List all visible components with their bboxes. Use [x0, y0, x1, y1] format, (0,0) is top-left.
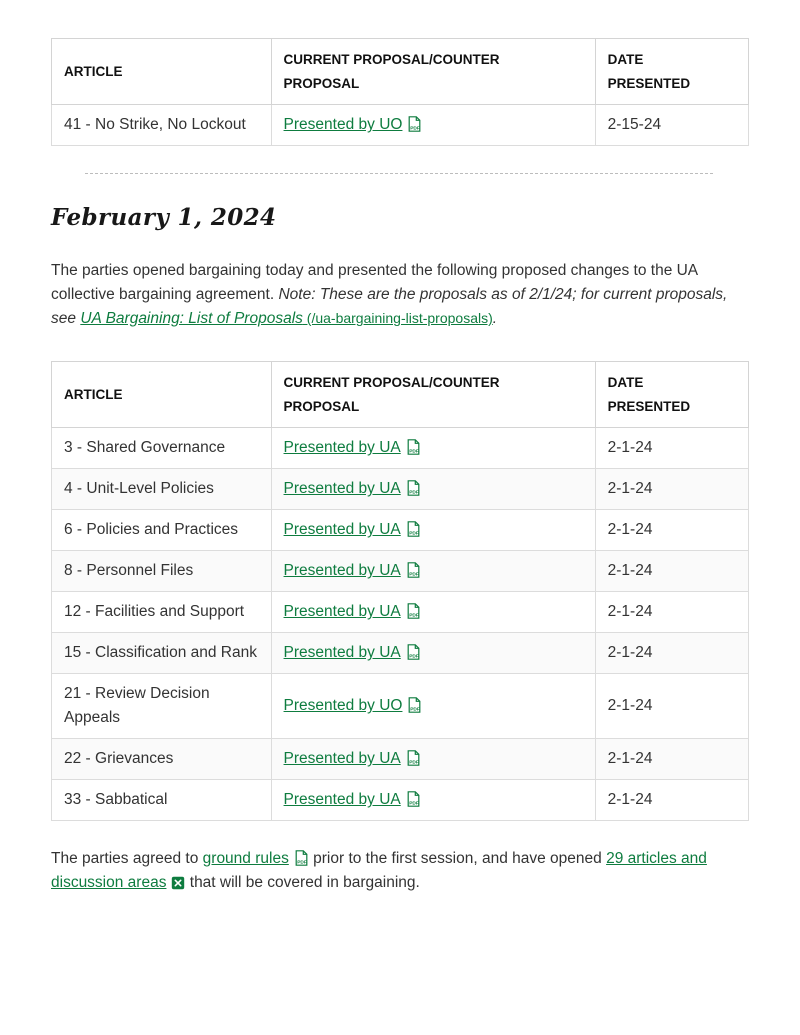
pdf-file-icon [406, 521, 421, 537]
svg-text:PDF: PDF [410, 126, 421, 132]
opened-articles-link-label: 29 articles and discussion areas [51, 850, 707, 892]
ground-rules-link-label: ground rules [202, 850, 289, 868]
pdf-file-icon [406, 791, 421, 807]
table-header-row [52, 39, 749, 105]
section-heading-date: February 1, 2024 [51, 204, 277, 232]
table-row [52, 105, 749, 146]
article-cell: 21 - Review Decision Appeals [52, 674, 272, 739]
spreadsheet-file-icon [171, 876, 185, 890]
proposal-pdf-link[interactable]: Presented by UA PDF [284, 791, 421, 808]
date-cell: 2-1-24 [595, 633, 748, 674]
table-row [52, 592, 749, 633]
column-header-date [595, 39, 748, 105]
article-cell: 33 - Sabbatical [52, 780, 272, 821]
date-cell: 2-1-24 [595, 739, 748, 780]
column-header-date-label: DATE PRESENTED [607, 52, 691, 91]
closing-text-1: The parties agreed to [51, 850, 203, 868]
proposal-pdf-link[interactable]: Presented by UA PDF [284, 562, 421, 579]
proposal-cell [271, 592, 595, 633]
proposal-pdf-link[interactable]: Presented by UO PDF [284, 697, 423, 714]
article-cell: 15 - Classification and Rank [52, 633, 272, 674]
table-header [52, 361, 749, 427]
table-header [52, 39, 749, 105]
intro-note-italic: Note: These are the proposals as of 2/1/24; for current proposals, see [51, 285, 728, 327]
proposals-table-feb1 [51, 361, 749, 821]
column-header-date-label: DATE PRESENTED [607, 374, 691, 414]
article-cell: 8 - Personnel Files [52, 551, 272, 592]
table-row [52, 551, 749, 592]
intro-note-end: . [492, 309, 498, 327]
article-cell: 22 - Grievances [52, 739, 272, 780]
column-header-article [52, 361, 272, 427]
pdf-file-icon [407, 116, 422, 132]
pdf-file-icon [406, 644, 421, 660]
closing-text-3: that will be covered in bargaining. [185, 874, 420, 892]
proposals-table-feb15 [51, 38, 749, 146]
date-cell: 2-1-24 [595, 592, 748, 633]
proposals-list-link-path: (/ua-bargaining-list-proposals) [302, 309, 493, 326]
proposal-cell [271, 510, 595, 551]
pdf-file-icon [406, 480, 421, 496]
pdf-file-icon [406, 603, 421, 619]
proposal-cell [271, 428, 595, 469]
column-header-article-label: ARTICLE [64, 63, 123, 79]
article-cell: 41 - No Strike, No Lockout [52, 105, 272, 146]
closing-text-2: prior to the first session, and have opened [308, 850, 607, 868]
proposal-cell [271, 780, 595, 821]
proposals-list-link-label: UA Bargaining: List of Proposals [80, 309, 303, 327]
svg-text:PDF: PDF [408, 531, 419, 537]
proposal-pdf-link[interactable]: Presented by UA PDF [284, 521, 421, 538]
proposal-cell [271, 633, 595, 674]
svg-text:PDF: PDF [408, 572, 419, 578]
pdf-file-icon [406, 562, 421, 578]
svg-text:PDF: PDF [408, 613, 419, 619]
pdf-file-icon [406, 439, 421, 455]
proposal-cell [271, 551, 595, 592]
proposal-cell [271, 739, 595, 780]
article-cell: 12 - Facilities and Support [52, 592, 272, 633]
column-header-proposal-label: CURRENT PROPOSAL/COUNTER PROPOSAL [283, 52, 500, 91]
svg-text:PDF: PDF [408, 449, 419, 455]
proposal-pdf-link[interactable]: Presented by UA PDF [284, 644, 421, 661]
column-header-article [52, 39, 272, 105]
column-header-article-label: ARTICLE [64, 386, 123, 402]
table-body [52, 105, 749, 146]
column-header-proposal-label: CURRENT PROPOSAL/COUNTER PROPOSAL [283, 374, 500, 414]
proposals-list-link[interactable] [80, 310, 492, 327]
date-cell: 2-1-24 [595, 551, 748, 592]
table-row [52, 780, 749, 821]
proposal-pdf-link[interactable]: Presented by UA PDF [284, 480, 421, 497]
svg-text:PDF: PDF [408, 654, 419, 660]
closing-paragraph [51, 847, 749, 895]
table-row [52, 674, 749, 739]
table-header-row [52, 361, 749, 427]
ground-rules-link[interactable] [203, 850, 309, 867]
date-cell: 2-1-24 [595, 469, 748, 510]
section-divider [85, 173, 713, 174]
proposal-cell [271, 105, 595, 146]
svg-text:PDF: PDF [408, 760, 419, 766]
svg-text:PDF: PDF [297, 860, 307, 866]
table-row [52, 633, 749, 674]
table-row [52, 428, 749, 469]
svg-text:PDF: PDF [408, 801, 419, 807]
table-row [52, 510, 749, 551]
proposal-cell [271, 674, 595, 739]
date-cell: 2-15-24 [595, 105, 748, 146]
table-row [52, 469, 749, 510]
intro-paragraph [51, 259, 749, 331]
date-cell: 2-1-24 [595, 510, 748, 551]
column-header-proposal [271, 39, 595, 105]
proposal-pdf-link[interactable]: Presented by UA PDF [284, 750, 421, 767]
article-cell: 4 - Unit-Level Policies [52, 469, 272, 510]
intro-text: The parties opened bargaining today and presented the following proposed changes to the UA collective bargaining agreement. [51, 261, 698, 303]
pdf-file-icon [294, 850, 309, 866]
article-cell: 6 - Policies and Practices [52, 510, 272, 551]
date-cell: 2-1-24 [595, 428, 748, 469]
table-row [52, 739, 749, 780]
proposal-cell [271, 469, 595, 510]
pdf-file-icon [407, 697, 422, 713]
column-header-proposal [271, 361, 595, 427]
proposal-pdf-link[interactable]: Presented by UA PDF [284, 439, 421, 456]
column-header-date [595, 361, 748, 427]
proposal-pdf-link[interactable]: Presented by UO PDF [284, 116, 423, 133]
date-cell: 2-1-24 [595, 674, 748, 739]
proposal-pdf-link[interactable]: Presented by UA PDF [284, 603, 421, 620]
svg-text:PDF: PDF [410, 707, 421, 713]
date-cell: 2-1-24 [595, 780, 748, 821]
article-cell: 3 - Shared Governance [52, 428, 272, 469]
pdf-file-icon [406, 750, 421, 766]
table-body [52, 428, 749, 821]
svg-text:PDF: PDF [408, 490, 419, 496]
